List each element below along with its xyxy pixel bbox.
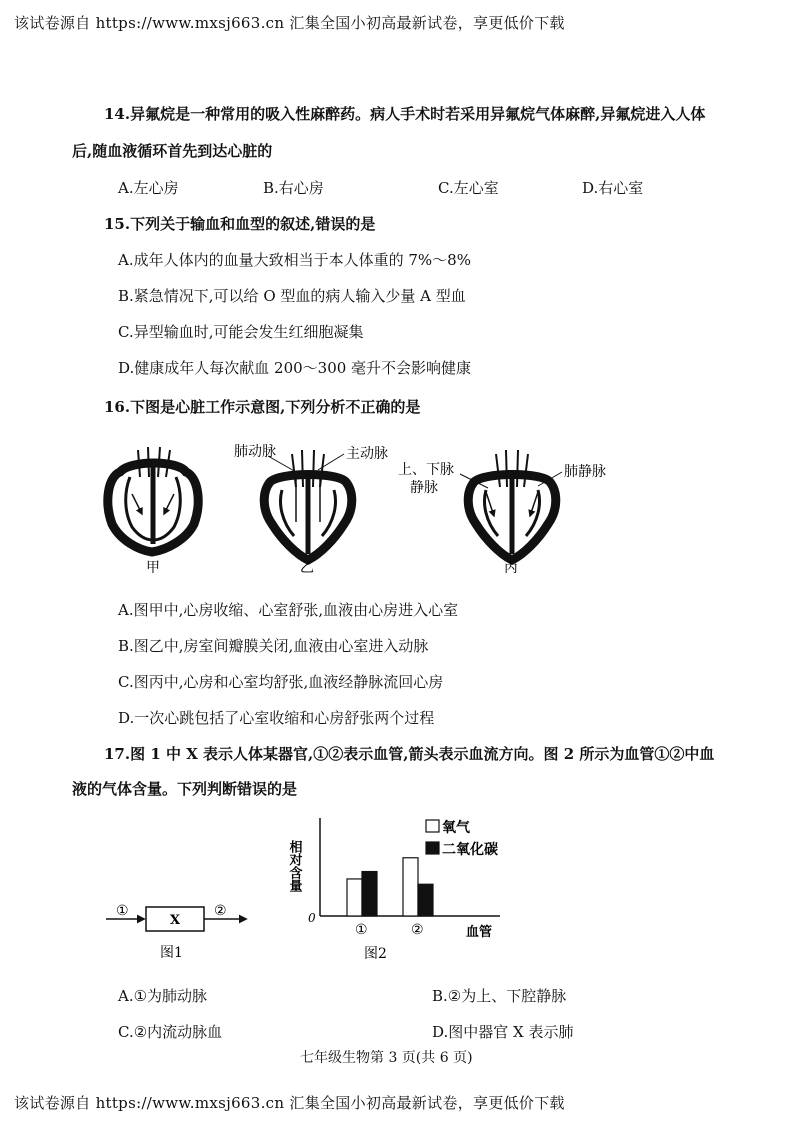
q14-option-c: C.左心室 [438, 179, 499, 197]
label-aorta: 主动脉 [346, 446, 388, 462]
label-vena-cava-line1: 上、下脉 [398, 462, 454, 478]
label-vena-cava-line2: 静脉 [410, 480, 438, 496]
origin-label: 0 [308, 911, 316, 925]
organ-x-label: X [170, 913, 181, 928]
heart-bing [460, 450, 562, 560]
q17-stem-line1: 17.图 1 中 X 表示人体某器官,①②表示血管,箭头表示血流方向。图 2 所示为血管①②中血 [104, 745, 715, 763]
heart-diagram [90, 432, 650, 582]
q17-option-b: B.②为上、下腔静脉 [432, 987, 567, 1005]
q15-option-c: C.异型输血时,可能会发生红细胞凝集 [118, 323, 364, 341]
bar-co2-1 [362, 872, 377, 916]
q15-option-b: B.紧急情况下,可以给 O 型血的病人输入少量 A 型血 [118, 287, 466, 305]
source-banner-bottom: 该试卷源自 https://www.mxsj663.cn 汇集全国小初高最新试卷，享更低价下载 [14, 1094, 565, 1112]
heart-yi [264, 450, 352, 560]
caption-yi: 乙 [300, 560, 314, 576]
source-banner-top: 该试卷源自 https://www.mxsj663.cn 汇集全国小初高最新试卷，享更低价下载 [14, 14, 565, 32]
figure-1 [104, 895, 264, 965]
figure-1-caption: 图1 [160, 945, 183, 961]
q16-option-c: C.图丙中,心房和心室均舒张,血液经静脉流回心房 [118, 673, 444, 691]
q15-option-d: D.健康成年人每次献血 200～300 毫升不会影响健康 [118, 359, 472, 377]
q14-option-d: D.右心室 [582, 179, 644, 197]
q17-option-a: A.①为肺动脉 [118, 987, 208, 1005]
x-tick-label: ① [355, 922, 368, 938]
bar-oxygen-2 [403, 858, 418, 916]
bar-co2-2 [418, 884, 433, 916]
q16-option-d: D.一次心跳包括了心室收缩和心房舒张两个过程 [118, 709, 435, 727]
caption-bing: 丙 [504, 560, 518, 576]
vessel-2-label: ② [214, 903, 227, 919]
legend-label-oxygen: 氧气 [442, 820, 470, 836]
q14-option-b: B.右心房 [263, 179, 324, 197]
vessel-1-label: ① [116, 903, 129, 919]
x-axis-label: 血管 [466, 925, 493, 940]
legend-label-co2: 二氧化碳 [442, 842, 498, 858]
q15-stem: 15.下列关于输血和血型的叙述,错误的是 [104, 215, 376, 233]
heart-jia [108, 447, 198, 552]
q16-option-b: B.图乙中,房室间瓣膜关闭,血液由心室进入动脉 [118, 637, 429, 655]
legend-swatch-oxygen [426, 820, 439, 832]
label-pulmonary-vein: 肺静脉 [564, 464, 606, 480]
figure-2-caption: 图2 [364, 946, 387, 962]
figure-2-chart [280, 812, 530, 962]
q16-stem: 16.下图是心脏工作示意图,下列分析不正确的是 [104, 398, 421, 416]
q14-stem-line1: 14.异氟烷是一种常用的吸入性麻醉药。病人手术时若采用异氟烷气体麻醉,异氟烷进入人体 [104, 105, 706, 123]
caption-jia: 甲 [146, 560, 160, 576]
bar-oxygen-1 [347, 879, 362, 916]
q14-option-a: A.左心房 [118, 179, 179, 197]
q17-option-d: D.图中器官 X 表示肺 [432, 1023, 574, 1041]
label-pulmonary-artery: 肺动脉 [234, 444, 276, 460]
q16-option-a: A.图甲中,心房收缩、心室舒张,血液由心房进入心室 [118, 601, 459, 619]
page-footer: 七年级生物第 3 页(共 6 页) [300, 1050, 473, 1066]
x-tick-label: ② [411, 922, 424, 938]
q15-option-a: A.成年人体内的血量大致相当于本人体重的 7%～8% [118, 251, 471, 269]
legend-swatch-co2 [426, 842, 439, 854]
q17-option-c: C.②内流动脉血 [118, 1023, 223, 1041]
q14-stem-line2: 后,随血液循环首先到达心脏的 [72, 142, 273, 160]
q17-stem-line2: 液的气体含量。下列判断错误的是 [72, 780, 298, 798]
y-axis-label: 相对含量 [286, 840, 302, 892]
